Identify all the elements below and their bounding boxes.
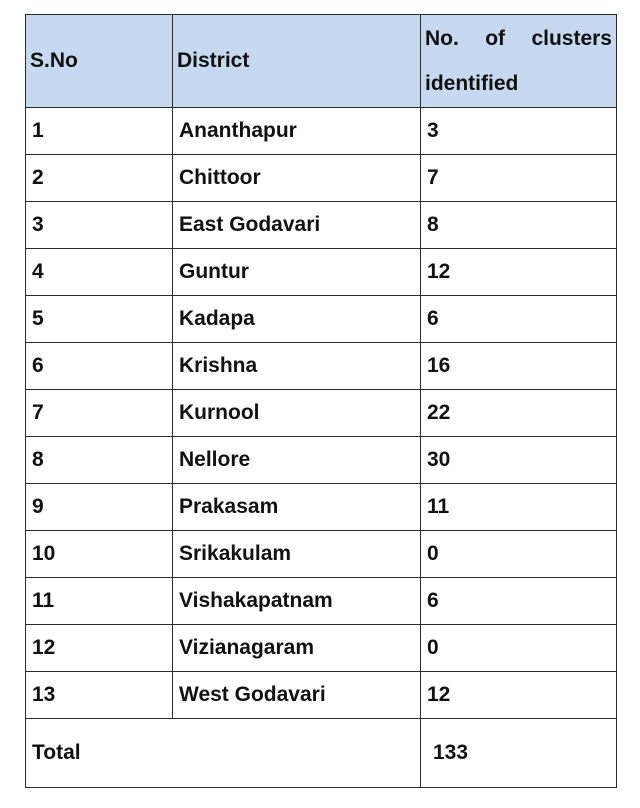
cell-sno: 10: [26, 531, 173, 578]
total-row: [26, 719, 617, 788]
clusters-table: [25, 14, 617, 788]
header-clusters: No. of clusters identified: [421, 15, 617, 108]
cell-clusters: 12: [421, 249, 617, 296]
cell-clusters: 3: [421, 108, 617, 155]
table-row: [26, 155, 617, 202]
table-row: [26, 108, 617, 155]
cell-sno: 3: [26, 202, 173, 249]
table-row: [26, 202, 617, 249]
cell-district: Kurnool: [173, 390, 421, 437]
header-district: District: [173, 15, 421, 108]
cell-sno: 5: [26, 296, 173, 343]
table-header-row: [26, 15, 617, 108]
cell-clusters: 0: [421, 531, 617, 578]
cell-sno: 7: [26, 390, 173, 437]
cell-clusters: 30: [421, 437, 617, 484]
table-row: [26, 625, 617, 672]
table-row: [26, 390, 617, 437]
cell-clusters: 22: [421, 390, 617, 437]
cell-clusters: 0: [421, 625, 617, 672]
cell-sno: 12: [26, 625, 173, 672]
cell-clusters: 8: [421, 202, 617, 249]
table-row: [26, 296, 617, 343]
table-row: [26, 578, 617, 625]
total-value: 133: [421, 719, 617, 788]
cell-sno: 6: [26, 343, 173, 390]
table-row: [26, 437, 617, 484]
table-row: [26, 249, 617, 296]
total-label: Total: [26, 719, 421, 788]
cell-district: Vishakapatnam: [173, 578, 421, 625]
cell-clusters: 12: [421, 672, 617, 719]
cell-district: Guntur: [173, 249, 421, 296]
cell-district: Nellore: [173, 437, 421, 484]
header-sno: S.No: [26, 15, 173, 108]
table-row: [26, 484, 617, 531]
cell-sno: 9: [26, 484, 173, 531]
cell-clusters: 6: [421, 578, 617, 625]
cell-clusters: 7: [421, 155, 617, 202]
cell-clusters: 11: [421, 484, 617, 531]
table-body: [26, 108, 617, 719]
cell-sno: 11: [26, 578, 173, 625]
cell-district: Ananthapur: [173, 108, 421, 155]
table-row: [26, 531, 617, 578]
cell-district: Srikakulam: [173, 531, 421, 578]
cell-district: West Godavari: [173, 672, 421, 719]
cell-sno: 2: [26, 155, 173, 202]
cell-district: Kadapa: [173, 296, 421, 343]
table-row: [26, 343, 617, 390]
table-row: [26, 672, 617, 719]
cell-district: Prakasam: [173, 484, 421, 531]
cell-clusters: 6: [421, 296, 617, 343]
cell-clusters: 16: [421, 343, 617, 390]
cell-district: Vizianagaram: [173, 625, 421, 672]
cell-sno: 1: [26, 108, 173, 155]
cell-sno: 4: [26, 249, 173, 296]
cell-sno: 8: [26, 437, 173, 484]
cell-sno: 13: [26, 672, 173, 719]
cell-district: Krishna: [173, 343, 421, 390]
cell-district: East Godavari: [173, 202, 421, 249]
cell-district: Chittoor: [173, 155, 421, 202]
